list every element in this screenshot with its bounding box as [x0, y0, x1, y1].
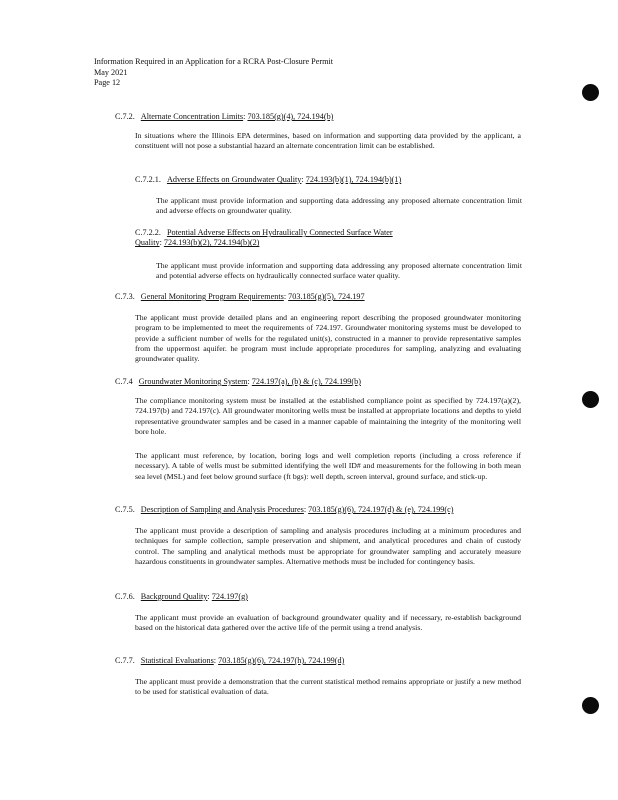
- section-heading-c72: C.7.2. Alternate Concentration Limits: 703.185(g)(4), 724.194(b): [115, 112, 334, 121]
- section-title: Background Quality: [140, 592, 208, 601]
- section-title: Potential Adverse Effects on Hydraulically Connected Surface Water Quality: [135, 228, 393, 248]
- section-heading-c74: C.7.4 Groundwater Monitoring System: 724.197(a), (b) & (c), 724.199(b): [115, 377, 361, 386]
- page-header: [94, 57, 333, 89]
- section-title: Adverse Effects on Groundwater Quality: [166, 175, 302, 184]
- section-number: C.7.5.: [115, 505, 135, 514]
- section-refs: 724.197(g): [211, 592, 248, 601]
- section-heading-c721: C.7.2.1. Adverse Effects on Groundwater Quality: 724.193(b)(1), 724.194(b)(1): [135, 175, 402, 184]
- header-title: Information Required in an Application for a RCRA Post-Closure Permit: [94, 57, 333, 66]
- section-refs: 703.185(g)(5), 724.197: [288, 292, 365, 301]
- section-refs: 703.185(g)(4), 724.194(b): [247, 112, 334, 121]
- section-heading-c75: C.7.5. Description of Sampling and Analysis Procedures: 703.185(g)(6), 724.197(d) & (e), 724.199(c): [115, 505, 454, 514]
- paragraph-c72: In situations where the Illinois EPA determines, based on information and supporting data provided by the applicant, a constituent will not pose a substantial hazard an alternate concentration limit can be established.: [135, 131, 521, 151]
- section-number: C.7.2.: [115, 112, 135, 121]
- section-heading-c77: C.7.7. Statistical Evaluations: 703.185(g)(6), 724.197(h), 724.199(d): [115, 656, 345, 665]
- punch-hole-top: [582, 84, 599, 101]
- section-number: C.7.7.: [115, 656, 135, 665]
- paragraph-c74-1: The compliance monitoring system must be installed at the established compliance point as specified by 724.197(a)(2), 724.197(b) and 724.197(c). All groundwater monitoring wells must be installed at appropriate locations and depths to yield representative groundwater samples and be cased in a manner capable of maintaining the integrity of the monitoring well bore hole.: [135, 396, 521, 436]
- paragraph-c721: The applicant must provide information and supporting data addressing any proposed alternate concentration limit and adverse effects on groundwater quality.: [156, 196, 522, 216]
- section-refs: 703.185(g)(6), 724.197(h), 724.199(d): [218, 656, 345, 665]
- section-refs: 724.193(b)(2), 724.194(b)(2): [163, 238, 260, 248]
- section-heading-c76: C.7.6. Background Quality: 724.197(g): [115, 592, 248, 601]
- paragraph-c74-2: The applicant must reference, by location, boring logs and well completion reports (including a cross reference if necessary). A table of wells must be submitted identifying the well ID# and measurements for the following in both mean sea level (MSL) and feet below ground surface (ft bgs): well depth, screen interval, ground surface, and stick-up.: [135, 451, 521, 481]
- paragraph-c75: The applicant must provide a description of sampling and analysis procedures including at a minimum procedures and techniques for sample collection, sample preservation and shipment, and analytical procedures and chain of custody control. The sampling and analytical methods must be appropriate for groundwater sampling and accurately measure hazardous constituents in groundwater samples. Alternative methods must be included for contingency basis.: [135, 526, 521, 566]
- section-number: C.7.3.: [115, 292, 135, 301]
- section-refs: 724.193(b)(1), 724.194(b)(1): [305, 175, 402, 184]
- section-number: C.7.6.: [115, 592, 135, 601]
- paragraph-c77: The applicant must provide a demonstration that the current statistical method remains appropriate or justify a new method to be used for statistical evaluation of data.: [135, 677, 521, 697]
- section-title: General Monitoring Program Requirements: [140, 292, 284, 301]
- section-number: C.7.4: [115, 377, 133, 386]
- section-title: Alternate Concentration Limits: [140, 112, 244, 121]
- section-number: C.7.2.2.: [135, 228, 161, 237]
- section-title: Groundwater Monitoring System: [138, 377, 248, 386]
- paragraph-c73: The applicant must provide detailed plans and an engineering report describing the proposed groundwater monitoring program to be implemented to meet the requirements of 724.197. Groundwater monitoring systems must be developed to provide a sufficient number of wells for the regulated unit(s), constructed in a manner to provide representative samples from the uppermost aquifer. he program must include appropriate procedures for sampling, analyzing and evaluating groundwater quality.: [135, 313, 521, 364]
- punch-hole-bottom: [582, 697, 599, 714]
- section-heading-c722: C.7.2.2. Potential Adverse Effects on Hydraulically Connected Surface Water Quality: 724.193(b)(2), 724.194(b)(2): [135, 228, 393, 248]
- paragraph-c722: The applicant must provide information and supporting data addressing any proposed alternate concentration limit and potential adverse effects on hydraulically connected surface water quality.: [156, 261, 522, 281]
- section-number: C.7.2.1.: [135, 175, 161, 184]
- header-date: May 2021: [94, 67, 128, 77]
- section-title: Statistical Evaluations: [140, 656, 214, 665]
- section-title: Description of Sampling and Analysis Procedures: [140, 505, 304, 514]
- section-heading-c73: C.7.3. General Monitoring Program Requirements: 703.185(g)(5), 724.197: [115, 292, 365, 301]
- header-page: Page 12: [94, 78, 121, 88]
- section-refs: 724.197(a), (b) & (c), 724.199(b): [251, 377, 361, 386]
- punch-hole-middle: [582, 391, 599, 408]
- section-refs: 703.185(g)(6), 724.197(d) & (e), 724.199(c): [308, 505, 454, 514]
- paragraph-c76: The applicant must provide an evaluation of background groundwater quality and if necessary, re-establish background based on the historical data gathered over the active life of the permit using a trend analysis.: [135, 613, 521, 633]
